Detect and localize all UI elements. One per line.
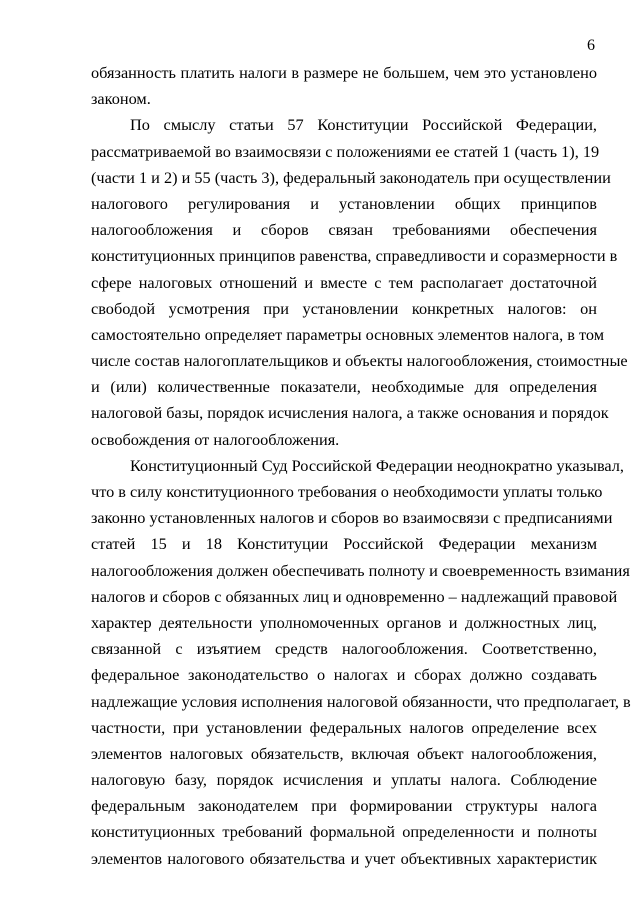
- text-line: частности, при установлении федеральных налогов определение всех: [91, 717, 597, 737]
- text-line: освобождения от налогообложения.: [91, 429, 340, 449]
- text-line: Конституционный Суд Российской Федерации неоднократно указывал,: [130, 455, 624, 475]
- paragraph: [91, 453, 631, 872]
- text-line: По смыслу статьи 57 Конституции Российской Федерации,: [130, 115, 597, 135]
- text-line: сфере налоговых отношений и вместе с тем располагает достаточной: [91, 272, 597, 292]
- text-line: налогов и сборов с обязанных лиц и одновременно – надлежащий правовой: [91, 586, 618, 606]
- text-line: конституционных требований формальной определенности и полноты: [91, 822, 597, 842]
- text-line: рассматриваемой во взаимосвязи с положениями ее статей 1 (часть 1), 19: [91, 141, 600, 161]
- text-line: налогового регулирования и установлении общих принципов: [91, 193, 597, 213]
- text-line: конституционных принципов равенства, справедливости и соразмерности в: [91, 246, 618, 266]
- paragraph: [91, 112, 628, 452]
- text-line: самостоятельно определяет параметры основных элементов налога, в том: [91, 324, 605, 344]
- text-line: законом.: [91, 89, 151, 109]
- text-line: статей 15 и 18 Конституции Российской Федерации механизм: [91, 534, 597, 554]
- text-line: что в силу конституционного требования о необходимости уплаты только: [91, 482, 603, 501]
- text-line: и (или) количественные показатели, необходимые для определения: [91, 377, 597, 397]
- text-line: федеральное законодательство о налогах и сборах должно создавать: [91, 665, 597, 685]
- text-line: законно установленных налогов и сборов во взаимосвязи с предписаниями: [91, 508, 613, 528]
- text-line: надлежащие условия исполнения налоговой обязанности, что предполагает, в: [91, 691, 631, 711]
- body-text: [91, 60, 631, 872]
- text-line: налогообложения и сборов связан требованиями обеспечения: [91, 220, 597, 240]
- text-line: обязанность платить налоги в размере не большем, чем это установлено: [91, 63, 597, 82]
- text-line: элементов налогового обязательства и учет объективных характеристик: [91, 848, 597, 868]
- text-line: связанной с изъятием средств налогообложения. Соответственно,: [91, 639, 597, 659]
- text-line: элементов налоговых обязательств, включая объект налогообложения,: [91, 743, 597, 763]
- text-line: числе состав налогоплательщиков и объекты налогообложения, стоимостные: [91, 351, 628, 371]
- page-number: 6: [587, 37, 595, 54]
- text-line: свободой усмотрения при установлении конкретных налогов: он: [91, 298, 597, 318]
- text-line: федеральным законодателем при формировании структуры налога: [91, 796, 597, 816]
- text-line: налоговой базы, порядок исчисления налога, а также основания и порядок: [91, 403, 609, 423]
- text-line: (части 1 и 2) и 55 (часть 3), федеральный законодатель при осуществлении: [91, 167, 611, 187]
- paragraph: [91, 60, 597, 112]
- text-line: налоговую базу, порядок исчисления и уплаты налога. Соблюдение: [91, 770, 597, 790]
- text-line: налогообложения должен обеспечивать полноту и своевременность взимания: [91, 560, 630, 580]
- text-line: характер деятельности уполномоченных органов и должностных лиц,: [91, 612, 597, 632]
